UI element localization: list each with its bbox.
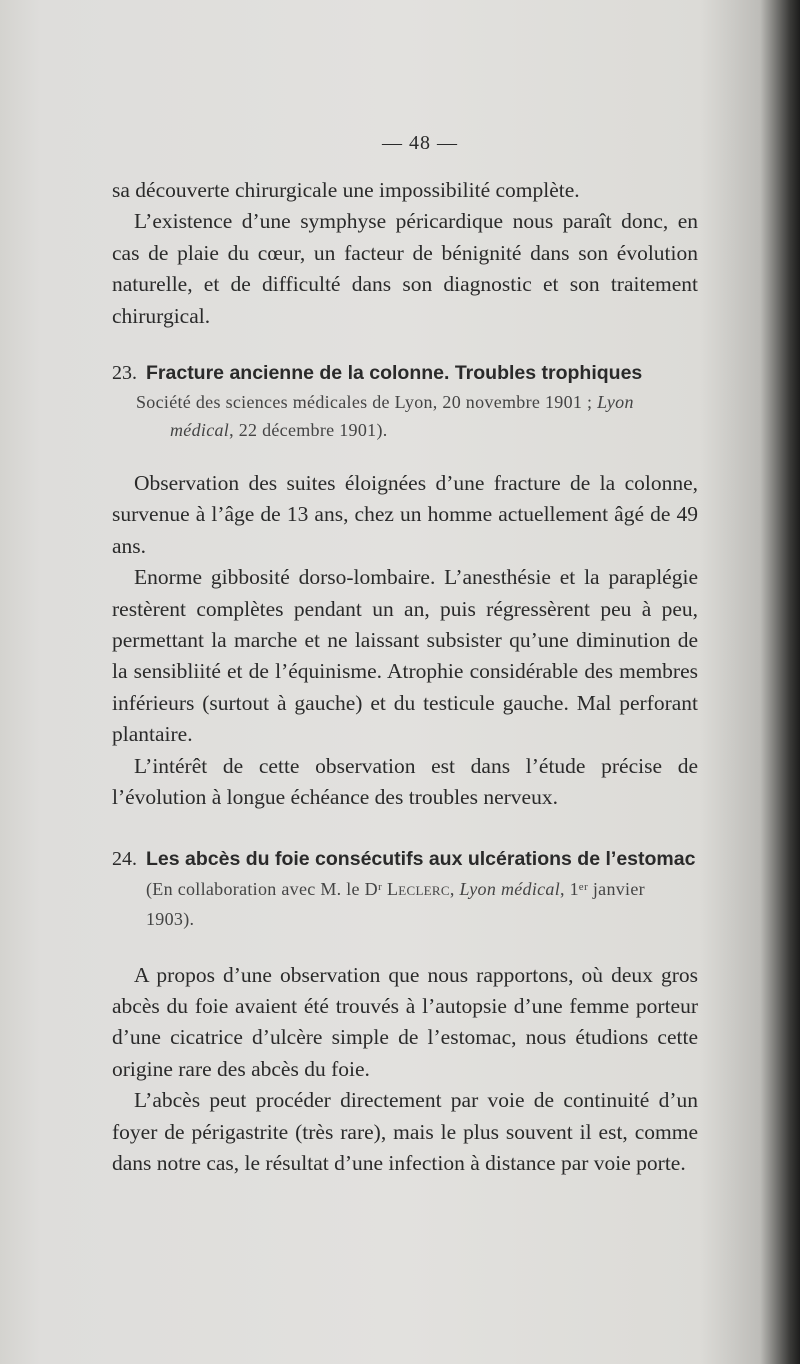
paragraph: A propos d’une observation que nous rapportons, où deux gros abcès du foie avaient été trouvés à l’autopsie d’une femme porteur d’une cicatrice d’ulcère simple de l’estomac, nous étudions cette origine rare des abcès du foie.: [112, 962, 698, 1081]
page-content: [112, 132, 698, 1179]
citation-author: Leclerc: [386, 878, 450, 899]
entry-title: Les abcès du foie consécutifs aux ulcérations de l’estomac: [146, 847, 696, 870]
entry-citation: [136, 388, 698, 444]
entry-heading: [112, 844, 698, 934]
entry-body: [112, 960, 698, 1180]
entry-body: [112, 468, 698, 813]
citation-text: , 22 décembre 1901).: [229, 420, 388, 441]
entry-number: 23.: [112, 362, 137, 385]
citation-text: Société des sciences médicales de Lyon, 20 novembre 1901 ;: [136, 392, 598, 413]
entry-heading: [112, 358, 698, 444]
citation-text: (En collaboration avec M. le Dʳ: [146, 878, 387, 899]
page-number: — 48 —: [382, 132, 458, 154]
paragraph: Enorme gibbosité dorso-lombaire. L’anesthésie et la paraplégie restèrent complètes pendant un an, puis régressèrent peu à peu, permettant la marche et ne laissant subsister qu’une diminution de la sensibliité et de l’équinisme. Atrophie considérable des membres inférieurs (surtout à gauche) et du testicule gauche. Mal perforant plantaire.: [112, 565, 698, 747]
paragraph: Observation des suites éloignées d’une fracture de la colonne, survenue à l’âge de 13 ans, chez un homme actuellement âgé de 49 ans.: [112, 471, 698, 558]
entry-24: [112, 844, 698, 1180]
entry-number: 24.: [112, 847, 137, 870]
entry-23: [112, 358, 698, 813]
paragraph: L’intérêt de cette observation est dans l’étude précise de l’évolution à longue échéance des troubles nerveux.: [112, 753, 698, 810]
citation-journal: Lyon médical: [459, 878, 561, 899]
paragraph: sa découverte chirurgicale une impossibilité complète.: [112, 178, 580, 202]
paragraph: L’existence d’une symphyse péricardique nous paraît donc, en cas de plaie du cœur, un facteur de bénignité dans son évolution naturelle, et de difficulté dans son diagnostic et son traitement chirurgical.: [112, 209, 698, 328]
citation-text: ,: [449, 878, 460, 899]
citation-text: , 1ᵉʳ janvier 1903).: [146, 878, 645, 929]
entry-title: Fracture ancienne de la colonne. Troubles trophiques: [146, 362, 643, 385]
paragraph: L’abcès peut procéder directement par voie de continuité d’un foyer de périgastrite (très rare), mais le plus souvent il est, comme dans notre cas, le résultat d’une infection à distance par voie porte.: [112, 1088, 698, 1175]
citation-journal: Lyon médical: [170, 392, 634, 441]
